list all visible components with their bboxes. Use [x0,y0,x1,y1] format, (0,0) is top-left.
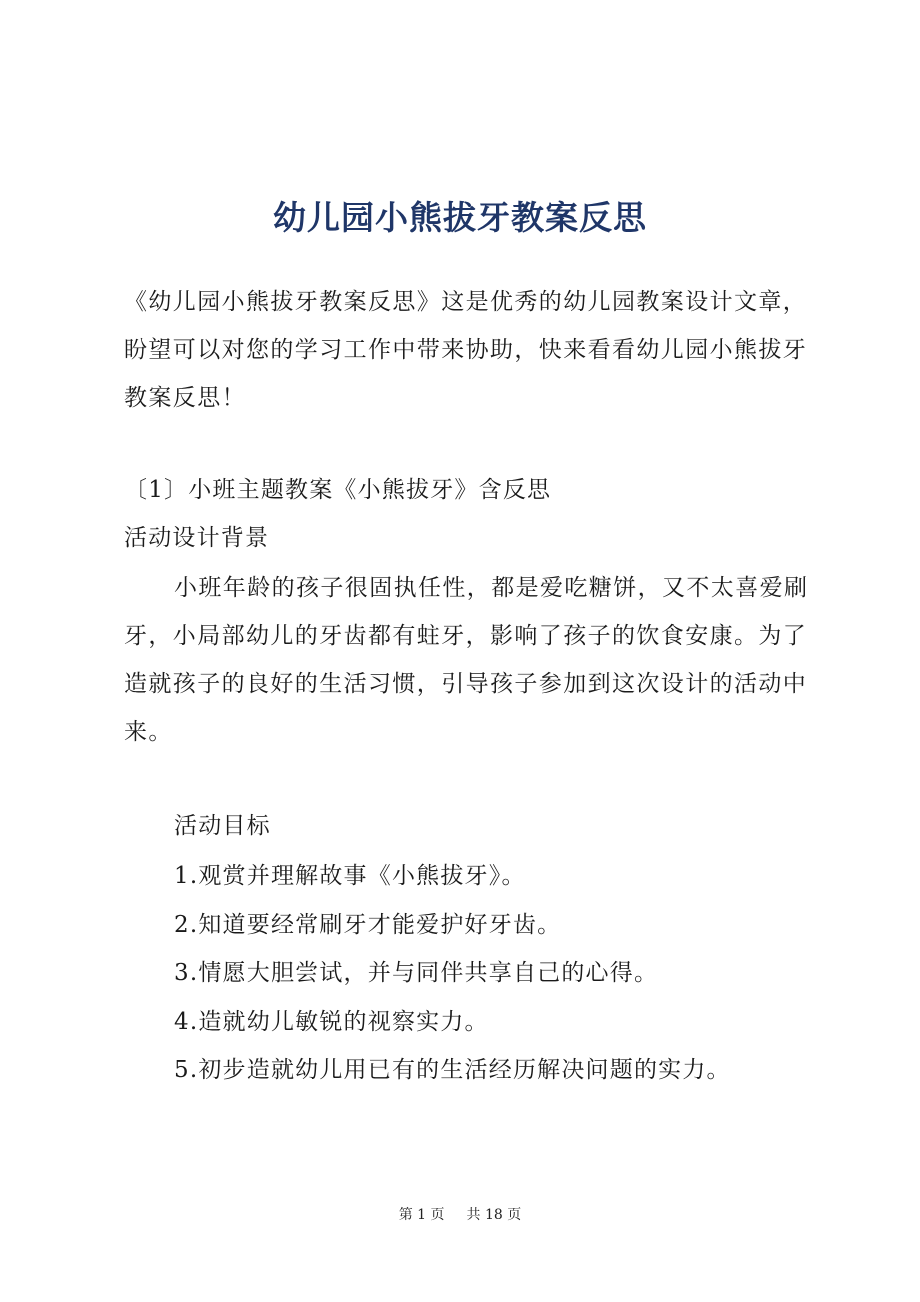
page-footer [0,1204,920,1224]
background-paragraph: 小班年龄的孩子很固执任性，都是爱吃糖饼，又不太喜爱刷牙，小局部幼儿的牙齿都有蛀牙，影响了孩子的饮食安康。为了造就孩子的良好的生活习惯，引导孩子参加到这次设计的活动中来。 [124,575,809,745]
intro-paragraph: 《幼儿园小熊拔牙教案反思》这是优秀的幼儿园教案设计文章，盼望可以对您的学习工作中带来协助，快来看看幼儿园小熊拔牙教案反思！ [124,289,808,411]
page-number: 第 1 页 [398,1207,445,1223]
goal-item: 3.情愿大胆尝试，并与同伴共享自己的心得。 [174,960,659,986]
goal-item: 5.初步造就幼儿用已有的生活经历解决问题的实力。 [174,1057,731,1083]
goal-item: 4.造就幼儿敏锐的视察实力。 [174,1008,489,1035]
background-heading: 活动设计背景 [124,525,270,551]
total-pages: 共 18 页 [466,1207,522,1223]
goal-item: 1.观赏并理解故事《小熊拔牙》。 [174,863,526,889]
document-title: 幼儿园小熊拔牙教案反思 [273,198,647,237]
goal-item: 2.知道要经常刷牙才能爱护好牙齿。 [174,911,562,938]
goals-list [174,852,731,1095]
goals-heading: 活动目标 [174,813,271,839]
section-title: 〔1〕小班主题教案《小熊拔牙》含反思 [124,477,552,503]
